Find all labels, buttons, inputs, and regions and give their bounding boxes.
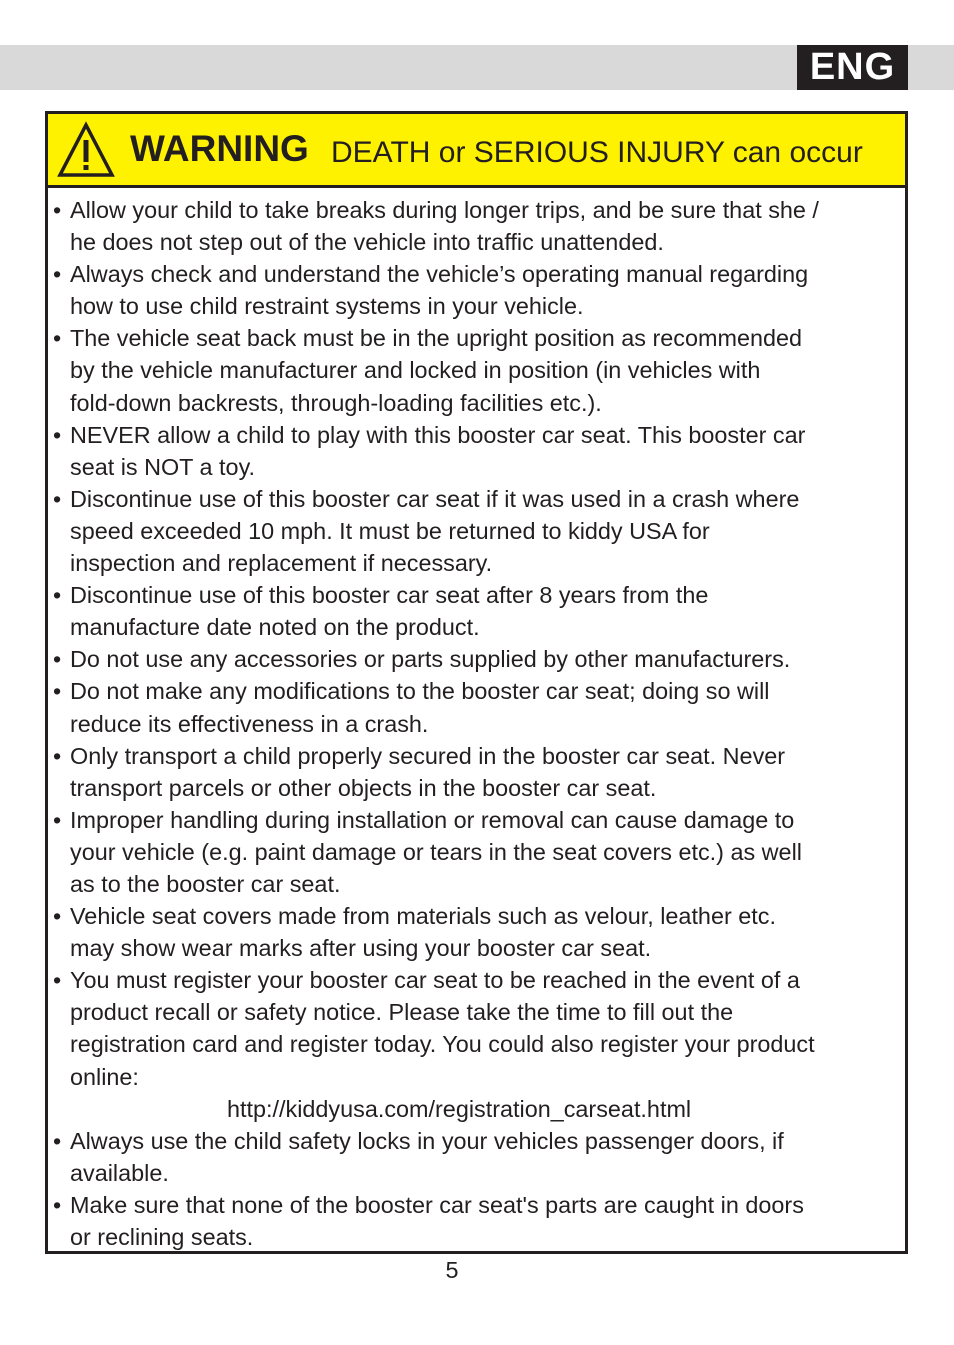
warning-item-line: Discontinue use of this booster car seat after 8 years from the <box>70 582 709 609</box>
warning-item <box>53 483 905 579</box>
registration-url-link[interactable]: http://kiddyusa.com/registration_carseat.html <box>227 1095 692 1122</box>
warning-item <box>53 740 905 804</box>
bullet-icon: • <box>53 742 62 769</box>
warning-item <box>53 643 905 675</box>
warning-item <box>53 1189 905 1253</box>
warning-item-line: Always use the child safety locks in your vehicles passenger doors, if <box>70 1127 784 1154</box>
warning-item <box>53 322 905 418</box>
warning-item <box>53 804 905 900</box>
warning-item-line: NEVER allow a child to play with this booster car seat. This booster car <box>70 421 806 448</box>
warning-item-line: Allow your child to take breaks during longer trips, and be sure that she / <box>70 197 819 223</box>
warning-item-line: as to the booster car seat. <box>70 870 341 897</box>
warning-item <box>53 1125 905 1189</box>
warning-item-line: fold-down backrests, through-loading facilities etc.). <box>70 389 602 416</box>
warning-item <box>53 675 905 739</box>
warning-item-line: registration card and register today. You could also register your product <box>70 1031 815 1058</box>
warning-item-line: your vehicle (e.g. paint damage or tears in the seat covers etc.) as well <box>70 838 802 865</box>
warning-item <box>53 194 905 258</box>
bullet-icon: • <box>53 646 62 673</box>
warning-header <box>48 114 905 188</box>
warning-item-line: speed exceeded 10 mph. It must be returned to kiddy USA for <box>70 517 710 544</box>
bullet-icon: • <box>53 421 62 448</box>
warning-item-line: You must register your booster car seat to be reached in the event of a <box>70 967 800 994</box>
language-badge: ENG <box>797 45 908 90</box>
warning-item-line: may show wear marks after using your booster car seat. <box>70 935 652 962</box>
warning-item-line: online: <box>70 1063 139 1090</box>
warning-list <box>53 194 905 1253</box>
warning-item <box>53 900 905 964</box>
page-number: 5 <box>445 1257 459 1283</box>
bullet-icon: • <box>53 1191 62 1218</box>
warning-item-line: product recall or safety notice. Please take the time to fill out the <box>70 999 734 1026</box>
warning-item-line: Discontinue use of this booster car seat if it was used in a crash where <box>70 485 800 512</box>
bullet-icon: • <box>53 485 62 512</box>
warning-item-line: inspection and replacement if necessary. <box>70 550 493 577</box>
bullet-icon: • <box>53 325 62 352</box>
warning-item-line: reduce its effectiveness in a crash. <box>70 710 429 737</box>
bullet-icon: • <box>53 261 62 288</box>
warning-item <box>53 964 905 1092</box>
warning-item-line: Improper handling during installation or removal can cause damage to <box>70 806 795 833</box>
bullet-icon: • <box>53 1127 62 1154</box>
warning-triangle-icon <box>57 121 115 179</box>
bullet-icon: • <box>53 582 62 609</box>
bullet-icon: • <box>53 903 62 930</box>
warning-item-line: or reclining seats. <box>70 1224 254 1250</box>
warning-item-line: Do not use any accessories or parts supplied by other manufacturers. <box>70 646 791 673</box>
warning-box <box>45 111 908 1254</box>
warning-item-line: by the vehicle manufacturer and locked in position (in vehicles with <box>70 357 761 384</box>
warning-item-line: available. <box>70 1159 169 1186</box>
warning-item-line: Make sure that none of the booster car seat's parts are caught in doors <box>70 1191 804 1218</box>
warning-subtitle: DEATH or SERIOUS INJURY can occur <box>331 136 863 169</box>
warning-item <box>53 579 905 643</box>
bullet-icon: • <box>53 197 62 223</box>
warning-item-line: he does not step out of the vehicle into traffic unattended. <box>70 229 664 256</box>
warning-item-line: manufacture date noted on the product. <box>70 614 480 641</box>
warning-item-line: Do not make any modifications to the booster car seat; doing so will <box>70 678 770 705</box>
warning-item-line: Vehicle seat covers made from materials such as velour, leather etc. <box>70 903 776 930</box>
warning-item <box>53 419 905 483</box>
warning-item-line: Only transport a child properly secured in the booster car seat. Never <box>70 742 786 769</box>
warning-title: WARNING <box>130 128 309 169</box>
bullet-icon: • <box>53 678 62 705</box>
warning-item-line: transport parcels or other objects in the booster car seat. <box>70 774 657 801</box>
bullet-icon: • <box>53 806 62 833</box>
warning-item-line: The vehicle seat back must be in the upright position as recommended <box>70 325 803 352</box>
bullet-icon: • <box>53 967 62 994</box>
warning-item <box>53 258 905 322</box>
warning-item-line: Always check and understand the vehicle’s operating manual regarding <box>70 261 809 288</box>
warning-item-line: how to use child restraint systems in your vehicle. <box>70 293 584 320</box>
warning-item-line: seat is NOT a toy. <box>70 453 256 480</box>
